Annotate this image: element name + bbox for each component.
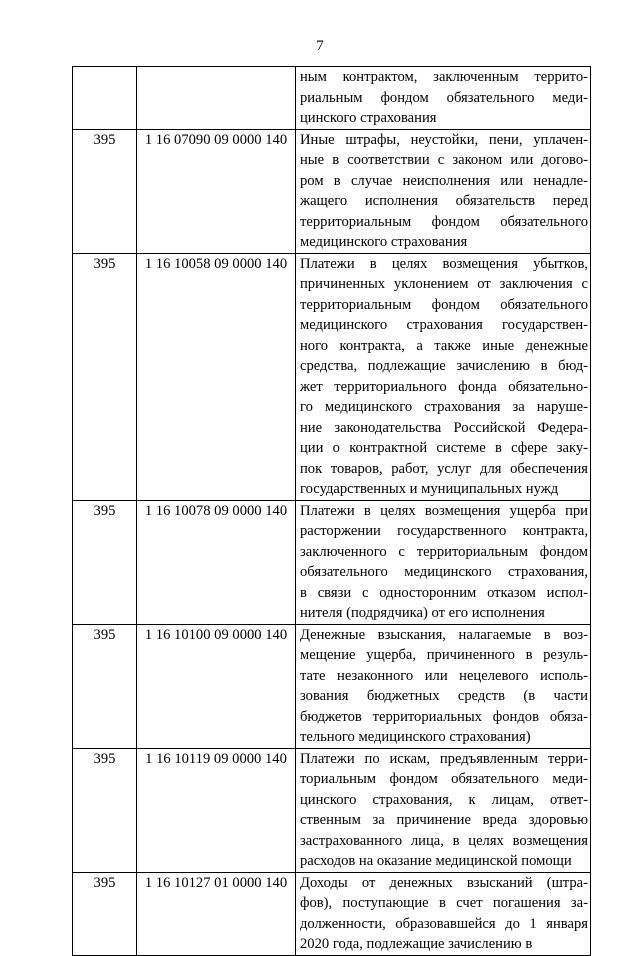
description-line: Платежи в целях возмещения ущерба при [300,502,588,519]
description-line: ние законодательства Российской Федера- [300,419,588,436]
table-row [73,748,591,872]
income-description-cell [296,748,591,872]
description-line: риальным фондом обязательного меди- [300,89,588,106]
budget-classification-code-cell [137,67,296,130]
admin-code-cell: 395 [73,872,137,955]
budget-classification-code-cell: 1 16 10100 09 0000 140 [137,624,296,748]
description-line: ные в соответствии с законом или догово- [300,152,588,168]
budget-classification-code-cell: 1 16 10127 01 0000 140 [137,872,296,955]
income-description-cell [296,624,591,748]
income-description-cell [296,872,591,955]
description-line: Платежи по искам, предъявленным терри- [300,750,588,767]
description-line: Платежи в целях возмещения убытков, [300,255,588,272]
table-row [73,129,591,253]
description-line: долженности, образовавшейся до 1 января [300,915,588,932]
description-line: бюджетов территориальных фондов обяза- [300,708,588,725]
description-line: Денежные взыскания, налагаемые в воз- [300,626,588,643]
description-line: расходов на оказание медицинской помощи [300,853,572,869]
table-row [73,624,591,748]
description-line: тельного медицинского страхования) [300,729,531,745]
description-line: расторжении государственного контракта, [300,523,588,539]
description-line: жет территориального фонда обязательно- [300,378,588,395]
table-body [73,67,591,956]
description-line: го медицинского страхования за наруше- [300,399,588,415]
budget-classification-code-cell: 1 16 10078 09 0000 140 [137,500,296,624]
table-row [73,253,591,500]
description-line: ного контракта, а также иные денежные [300,337,588,354]
budget-classification-code-cell: 1 16 07090 09 0000 140 [137,129,296,253]
admin-code-cell: 395 [73,253,137,500]
income-description-cell [296,253,591,500]
description-line: цинского страхования [300,110,437,126]
income-description-cell [296,67,591,130]
description-line: причиненных уклонением от заключения с [300,276,588,292]
table-row [73,872,591,955]
admin-code-cell: 395 [73,129,137,253]
description-line: зования бюджетных средств (в части [300,688,588,704]
description-line: медицинского страхования [300,234,468,250]
description-line: 2020 года, подлежащие зачислению в [300,936,533,952]
description-line: обязательного медицинского страхования, [300,564,588,580]
description-line: пок товаров, работ, услуг для обеспечения [300,460,588,477]
income-description-cell [296,500,591,624]
admin-code-cell: 395 [73,748,137,872]
description-line: ториальным фондом обязательного меди- [300,771,588,787]
description-line: цинского страхования, к лицам, ответ- [300,791,588,808]
description-line: ром в случае неисполнения или ненадле- [300,172,588,189]
description-line: застрахованного лица, в целях возмещения [300,832,588,849]
description-line: средства, подлежащие зачислению в бюд- [300,358,588,374]
description-line: мещение ущерба, причиненного в резуль- [300,647,588,663]
income-description-cell [296,129,591,253]
table-row [73,67,591,130]
description-line: территориальным фондом обязательного [300,213,588,230]
admin-code-cell: 395 [73,500,137,624]
budget-classification-code-cell: 1 16 10119 09 0000 140 [137,748,296,872]
admin-code-cell: 395 [73,624,137,748]
description-line: территориальным фондом обязательного [300,296,588,313]
description-line: ным контрактом, заключенным террито- [300,69,588,85]
description-line: Иные штрафы, неустойки, пени, уплачен- [300,131,588,148]
description-line: заключенного с территориальным фондом [300,543,588,560]
description-line: жащего исполнения обязательств перед [300,193,588,209]
description-line: фов), поступающие в счет погашения за- [300,895,588,911]
income-codes-table [72,66,591,956]
description-line: государственных и муниципальных нужд [300,481,559,497]
page-number: 7 [316,38,324,54]
admin-code-cell [73,67,137,130]
description-line: тате незаконного или нецелевого исполь- [300,667,588,684]
budget-classification-code-cell: 1 16 10058 09 0000 140 [137,253,296,500]
table-row [73,500,591,624]
description-line: в связи с односторонним отказом испол- [300,584,588,601]
description-line: ственным за причинение вреда здоровью [300,812,588,828]
description-line: медицинского страхования государствен- [300,317,588,333]
description-line: нителя (подрядчика) от его исполнения [300,605,545,621]
description-line: ции о контрактной системе в сфере заку- [300,440,588,456]
description-line: Доходы от денежных взысканий (штра- [300,874,588,891]
